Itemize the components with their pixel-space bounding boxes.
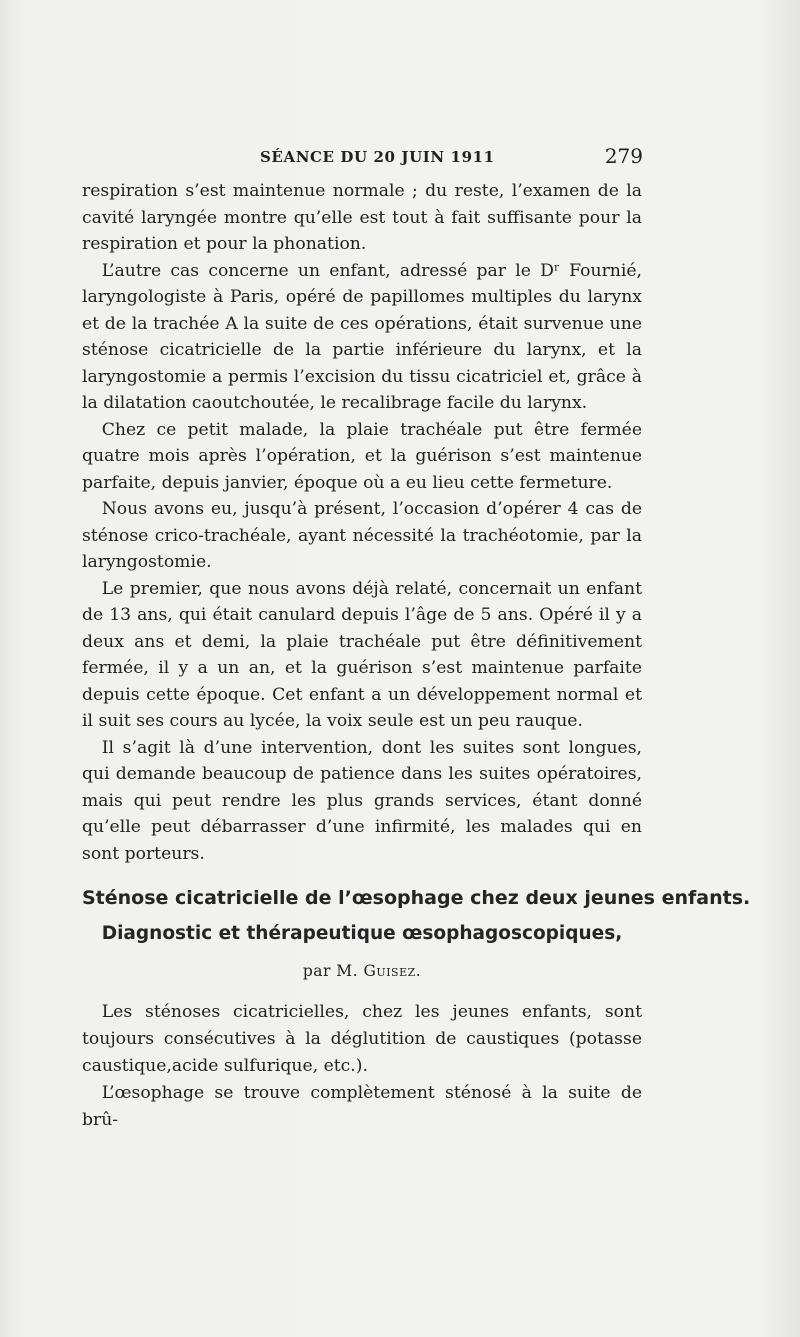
section-paragraph-2: L’œsophage se trouve complètement sténosé à la suite de brû- (82, 1083, 642, 1130)
section-title-line-1: Sténose cicatricielle de l’œsophage chez deux jeunes enfants. (82, 887, 751, 909)
section-paragraph-1: Les sténoses cicatricielles, chez les jeunes enfants, sont toujours consécutives à la déglutition de caustiques (potasse caustique,acide sulfurique, etc.). (82, 1002, 642, 1076)
author-name: Guisez. (363, 962, 422, 980)
paragraph-4: Nous avons eu, jusqu’à présent, l’occasion d’opérer 4 cas de sténose crico-trachéale, ayant nécessité la trachéotomie, par la laryngostomie. (82, 499, 642, 572)
running-head: SÉANCE DU 20 JUIN 1911 (260, 148, 495, 166)
paragraph-6: Il s’agit là d’une intervention, dont les suites sont longues, qui demande beaucoup de patience dans les suites opératoires, mais qui peut rendre les plus grands services, étant donné qu’elle peut débarrasser d’une infirmité, les malades qui en sont porteurs. (82, 737, 642, 864)
section-title-line-2: Diagnostic et thérapeutique œsophagoscopiques, (101, 923, 623, 944)
paragraph-5: Le premier, que nous avons déjà relaté, concernait un enfant de 13 ans, qui était canulard depuis l’âge de 5 ans. Opéré il y a deux ans et demi, la plaie trachéale put être définitivement fermée, il y a un an, et la guérison s’est maintenue parfaite depuis cette époque. Cet enfant a un développement normal et il suit ses cours au lycée, la voix seule est un peu rauque. (82, 578, 642, 731)
main-text-block (82, 178, 642, 867)
page-header (82, 146, 642, 168)
author-line (82, 962, 642, 980)
paragraph-2: L’autre cas concerne un enfant, adressé par le Dʳ Fournié, laryngologiste à Paris, opéré de papillomes multiples du larynx et de la trachée A la suite de ces opérations, était survenue une sténose cicatricielle de la partie inférieure du larynx, et la laryngostomie a permis l’excision du tissu cicatriciel et, grâce à la dilatation caoutchoutée, le recalibrage facile du larynx. (82, 260, 642, 413)
paragraph-3: Chez ce petit malade, la plaie trachéale put être fermée quatre mois après l’opération, et la guérison s’est maintenue parfaite, depuis janvier, époque où a eu lieu cette fermeture. (82, 419, 642, 493)
paragraph-1: respiration s’est maintenue normale ; du reste, l’examen de la cavité laryngée montre qu’elle est tout à fait suffisante pour la respiration et pour la phonation. (82, 181, 642, 254)
author-prefix: par M. (302, 962, 364, 980)
section-text-block (82, 999, 642, 1134)
page-number: 279 (604, 144, 643, 168)
